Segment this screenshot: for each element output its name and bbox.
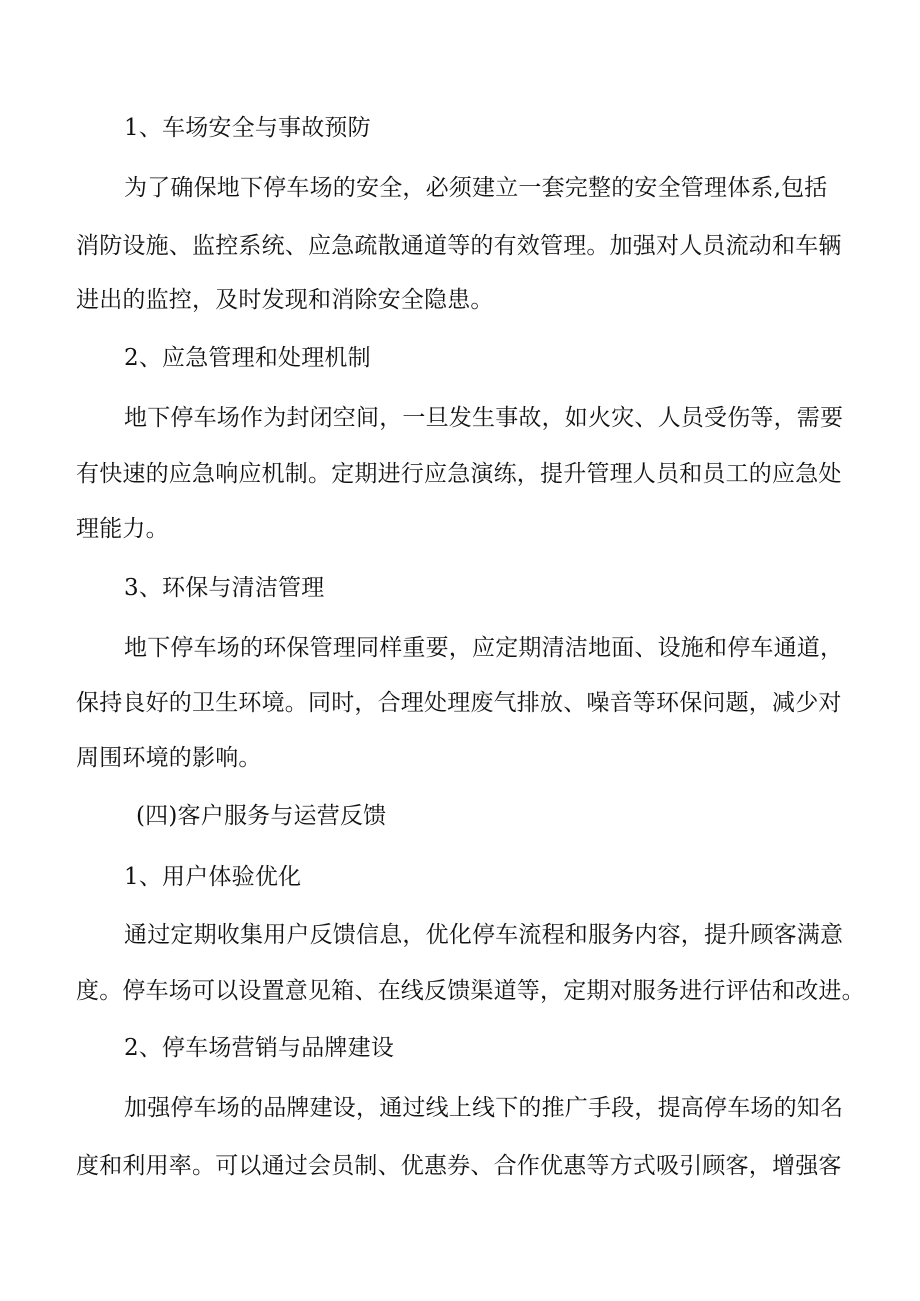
paragraph-line: 周围环境的影响。 — [76, 745, 262, 771]
paragraph-line: 地下停车场作为封闭空间，一旦发生事故，如火灾、人员受伤等，需要 — [124, 405, 844, 431]
paragraph-line: 进出的监控，及时发现和消除安全隐患。 — [76, 287, 494, 313]
paragraph-line: 度。停车场可以设置意见箱、在线反馈渠道等，定期对服务进行评估和改进。 — [76, 978, 865, 1004]
paragraph-line: 度和利用率。可以通过会员制、优惠券、合作优惠等方式吸引顾客，增强客 — [76, 1153, 842, 1179]
paragraph-line: 加强停车场的品牌建设，通过线上线下的推广手段，提高停车场的知名 — [124, 1095, 844, 1121]
section-heading-user-experience: 1、用户体验优化 — [124, 864, 302, 890]
paragraph-line: 理能力。 — [76, 516, 169, 542]
paragraph-line: 通过定期收集用户反馈信息，优化停车流程和服务内容，提升顾客满意 — [124, 922, 844, 948]
paragraph-line: 为了确保地下停车场的安全，必须建立一套完整的安全管理体系,包括 — [124, 175, 828, 201]
section-heading-emergency: 2、应急管理和处理机制 — [124, 345, 371, 371]
section-heading-marketing: 2、停车场营销与品牌建设 — [124, 1035, 395, 1061]
paragraph-line: 消防设施、监控系统、应急疏散通道等的有效管理。加强对人员流动和车辆 — [76, 233, 842, 259]
section-heading-environment: 3、环保与清洁管理 — [124, 575, 325, 601]
section-heading-safety: 1、车场安全与事故预防 — [124, 115, 371, 141]
paragraph-line: 有快速的应急响应机制。定期进行应急演练，提升管理人员和员工的应急处 — [76, 461, 842, 487]
chapter-heading-customer-service: (四)客户服务与运营反馈 — [136, 803, 387, 829]
paragraph-line: 地下停车场的环保管理同样重要，应定期清洁地面、设施和停车通道， — [124, 635, 844, 661]
paragraph-line: 保持良好的卫生环境。同时，合理处理废气排放、噪音等环保问题，减少对 — [76, 690, 842, 716]
